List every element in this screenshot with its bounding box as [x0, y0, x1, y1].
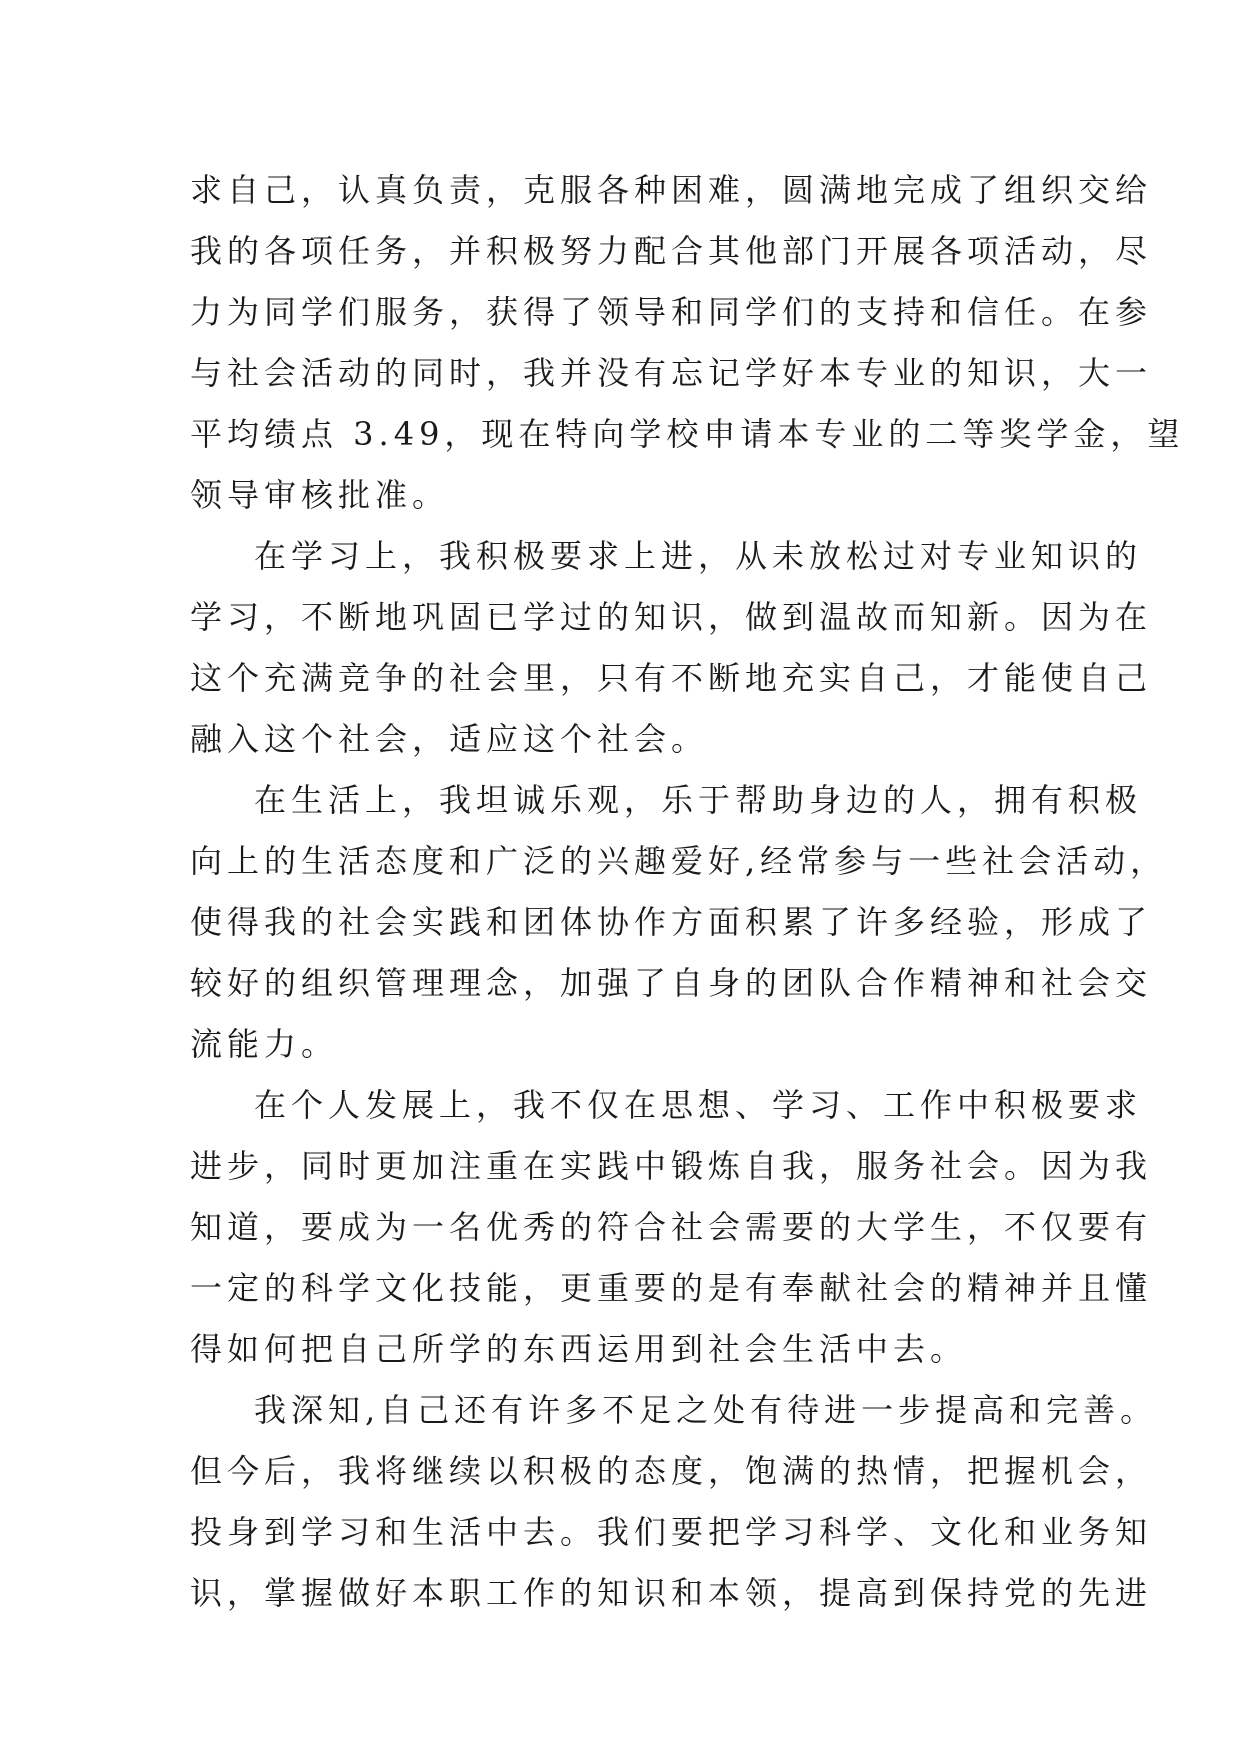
paragraph-line: 较好的组织管理理念，加强了自身的团队合作精神和社会交 — [190, 964, 1153, 1002]
paragraph-line: 我深知,自己还有许多不足之处有待进一步提高和完善。 — [254, 1391, 1158, 1429]
paragraph-4 — [190, 1075, 1153, 1380]
paragraph-line: 力为同学们服务，获得了领导和同学们的支持和信任。在参 — [190, 293, 1153, 331]
paragraph-line: 学习，不断地巩固已学过的知识，做到温故而知新。因为在 — [190, 598, 1153, 636]
paragraph-line: 投身到学习和生活中去。我们要把学习科学、文化和业务知 — [190, 1513, 1153, 1551]
paragraph-1 — [190, 160, 1185, 526]
paragraph-line: 向上的生活态度和广泛的兴趣爱好,经常参与一些社会活动， — [190, 842, 1168, 880]
paragraph-line: 这个充满竞争的社会里，只有不断地充实自己，才能使自己 — [190, 659, 1153, 697]
paragraph-line: 在学习上，我积极要求上进，从未放松过对专业知识的 — [254, 537, 1143, 575]
paragraph-line: 领导审核批准。 — [190, 476, 450, 514]
paragraph-line: 在个人发展上，我不仅在思想、学习、工作中积极要求 — [254, 1086, 1143, 1124]
paragraph-line: 与社会活动的同时，我并没有忘记学好本专业的知识，大一 — [190, 354, 1153, 392]
paragraph-line: 得如何把自己所学的东西运用到社会生活中去。 — [190, 1330, 968, 1368]
paragraph-line: 融入这个社会，适应这个社会。 — [190, 720, 709, 758]
paragraph-line: 求自己，认真负责，克服各种困难，圆满地完成了组织交给 — [190, 171, 1153, 209]
paragraph-line: 知道，要成为一名优秀的符合社会需要的大学生，不仅要有 — [190, 1208, 1153, 1246]
paragraph-line: 进步，同时更加注重在实践中锻炼自我，服务社会。因为我 — [190, 1147, 1153, 1185]
paragraph-2 — [190, 526, 1153, 770]
paragraph-5 — [190, 1380, 1158, 1624]
paragraph-line: 平均绩点 3.49，现在特向学校申请本专业的二等奖学金，望 — [190, 415, 1185, 453]
paragraph-3 — [190, 770, 1168, 1075]
paragraph-line: 识，掌握做好本职工作的知识和本领，提高到保持党的先进 — [190, 1574, 1153, 1612]
paragraph-line: 使得我的社会实践和团体协作方面积累了许多经验，形成了 — [190, 903, 1153, 941]
paragraph-line: 我的各项任务，并积极努力配合其他部门开展各项活动，尽 — [190, 232, 1153, 270]
paragraph-line: 但今后，我将继续以积极的态度，饱满的热情，把握机会， — [190, 1452, 1153, 1490]
document-body — [190, 160, 1185, 1624]
paragraph-line: 流能力。 — [190, 1025, 339, 1063]
paragraph-line: 在生活上，我坦诚乐观，乐于帮助身边的人，拥有积极 — [254, 781, 1143, 819]
paragraph-line: 一定的科学文化技能，更重要的是有奉献社会的精神并且懂 — [190, 1269, 1153, 1307]
